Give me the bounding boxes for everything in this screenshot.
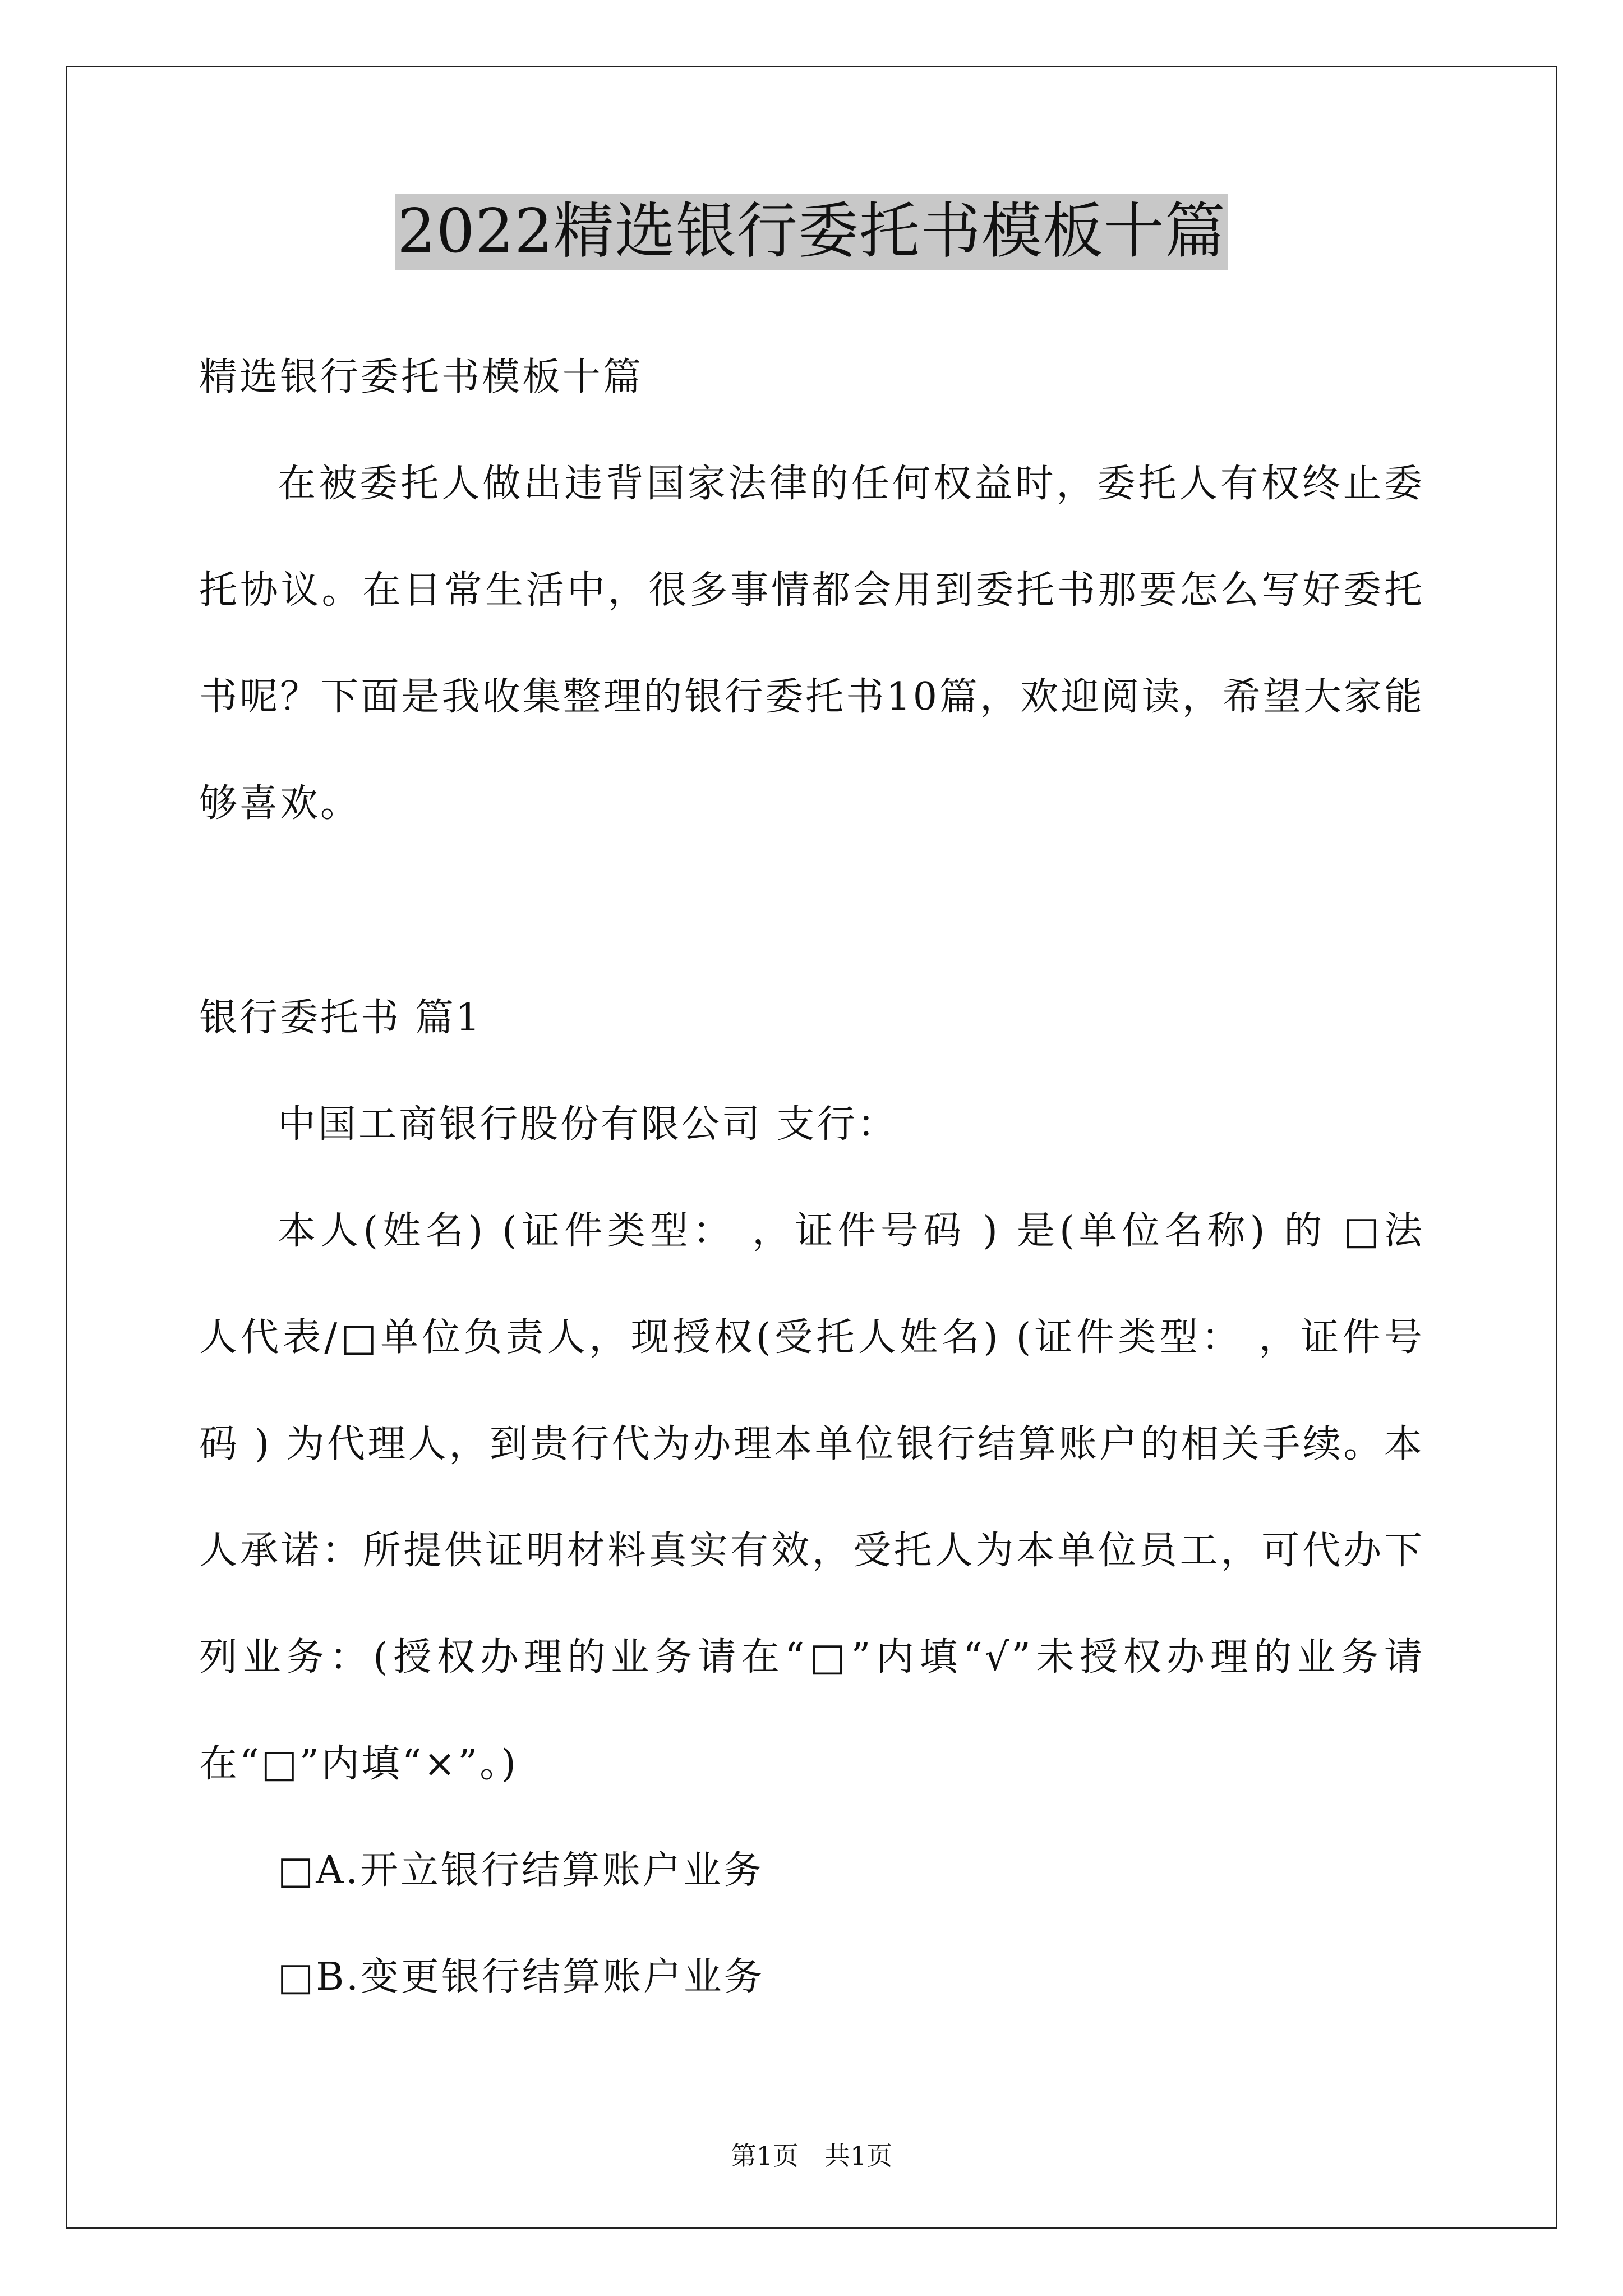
document-title: 2022精选银行委托书模板十篇 [395, 194, 1228, 270]
section-heading: 银行委托书 篇1 [199, 996, 482, 1040]
page-footer: 第1页 共1页 [730, 2141, 893, 2171]
body-line: 人代表/□单位负责人，现授权(受托人姓名) (证件类型： ，证件号 [199, 1315, 1424, 1360]
option-item: □A.开立银行结算账户业务 [278, 1848, 764, 1893]
intro-line: 书呢？下面是我收集整理的银行委托书10篇，欢迎阅读，希望大家能 [199, 675, 1424, 719]
document-subtitle: 精选银行委托书模板十篇 [199, 355, 644, 399]
body-line: 列业务：(授权办理的业务请在“□”内填“√”未授权办理的业务请 [199, 1635, 1424, 1680]
body-line: 码 ) 为代理人，到贵行代为办理本单位银行结算账户的相关手续。本 [199, 1422, 1424, 1466]
intro-line: 托协议。在日常生活中，很多事情都会用到委托书那要怎么写好委托 [199, 568, 1424, 613]
addressee-line: 中国工商银行股份有限公司 支行： [278, 1102, 898, 1147]
intro-line: 够喜欢。 [199, 781, 361, 826]
body-line: 在“□”内填“×”。) [199, 1742, 518, 1786]
intro-line: 在被委托人做出违背国家法律的任何权益时，委托人有权终止委 [278, 462, 1424, 506]
option-item: □B.变更银行结算账户业务 [278, 1955, 764, 1999]
title-container [0, 194, 1623, 270]
body-line: 本人(姓名) (证件类型： ，证件号码 ) 是(单位名称) 的 □法 [278, 1209, 1424, 1253]
body-line: 人承诺：所提供证明材料真实有效，受托人为本单位员工，可代办下 [199, 1529, 1424, 1573]
